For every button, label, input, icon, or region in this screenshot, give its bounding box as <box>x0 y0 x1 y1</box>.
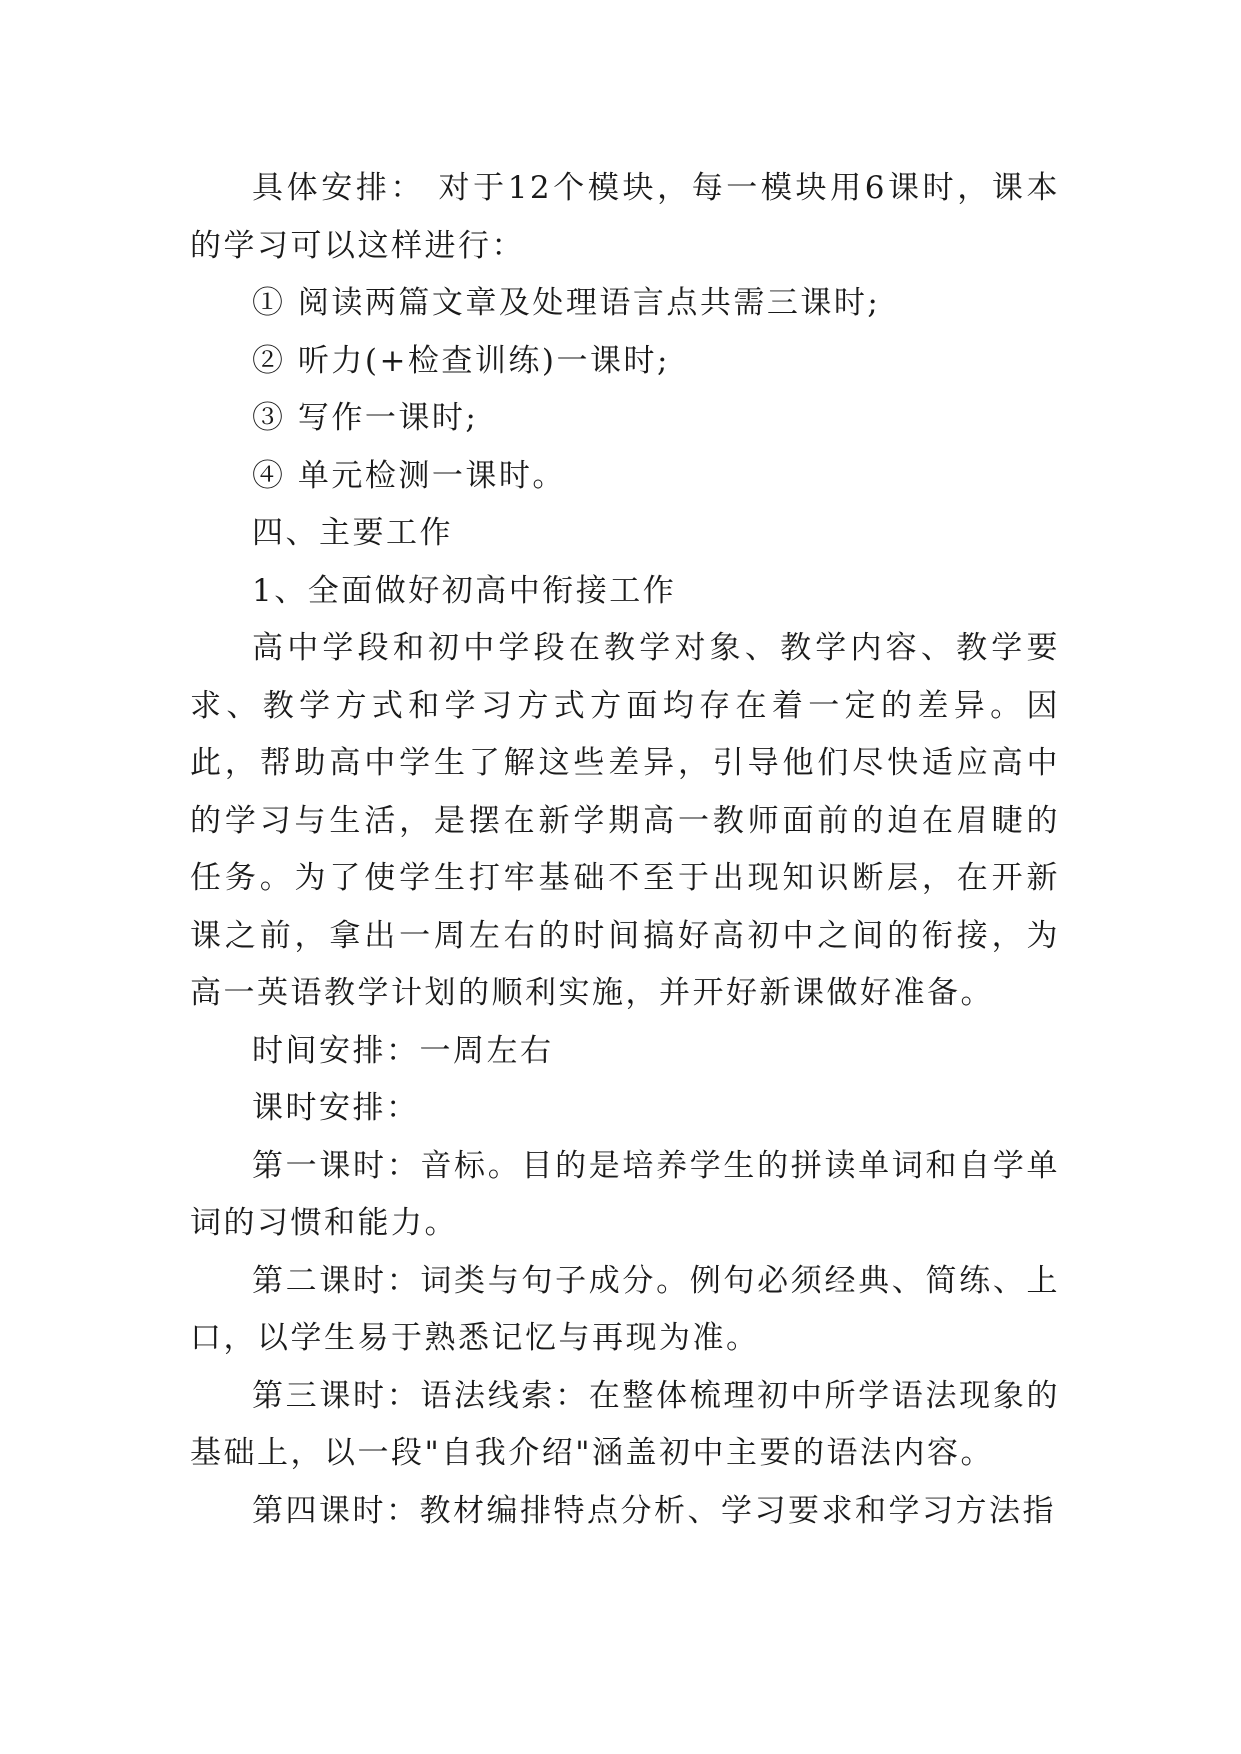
subsection-heading-transition: 1、全面做好初高中衔接工作 <box>252 572 677 609</box>
paragraph-lesson-2: 第二课时：词类与句子成分。例句必须经典、简练、上口，以学生易于熟悉记忆与再现为准。 <box>190 1262 1060 1356</box>
section-heading-main-work: 四、主要工作 <box>252 515 453 551</box>
paragraph-lesson-arrangement: 课时安排： <box>252 1090 420 1126</box>
list-item-unit-test: ④ 单元检测一课时。 <box>252 457 566 494</box>
list-item-writing: ③ 写作一课时; <box>252 400 479 436</box>
document-body <box>190 160 1060 1540</box>
list-item-reading: ① 阅读两篇文章及处理语言点共需三课时; <box>252 285 881 321</box>
paragraph-time-arrangement: 时间安排：一周左右 <box>252 1032 554 1069</box>
paragraph-schedule-intro: 具体安排： 对于12个模块，每一模块用6课时，课本的学习可以这样进行： <box>190 170 1060 264</box>
paragraph-lesson-4: 第四课时：教材编排特点分析、学习要求和学习方法指 <box>252 1492 1056 1529</box>
paragraph-transition-body: 高中学段和初中学段在教学对象、教学内容、教学要求、教学方式和学习方式方面均存在着一定的差异。因此，帮助高中学生了解这些差异，引导他们尽快适应高中的学习与生活，是摆在新学期高一教师面前的迫在眉睫的任务。为了使学生打牢基础不至于出现知识断层，在开新课之前，拿出一周左右的时间搞好高初中之间的衔接，为高一英语教学计划的顺利实施，并开好新课做好准备。 <box>190 630 1060 1011</box>
paragraph-lesson-3: 第三课时：语法线索：在整体梳理初中所学语法现象的基础上，以一段"自我介绍"涵盖初中主要的语法内容。 <box>190 1377 1060 1471</box>
paragraph-lesson-1: 第一课时：音标。目的是培养学生的拼读单词和自学单词的习惯和能力。 <box>190 1147 1060 1241</box>
list-item-listening: ② 听力(+检查训练)一课时; <box>252 342 670 379</box>
